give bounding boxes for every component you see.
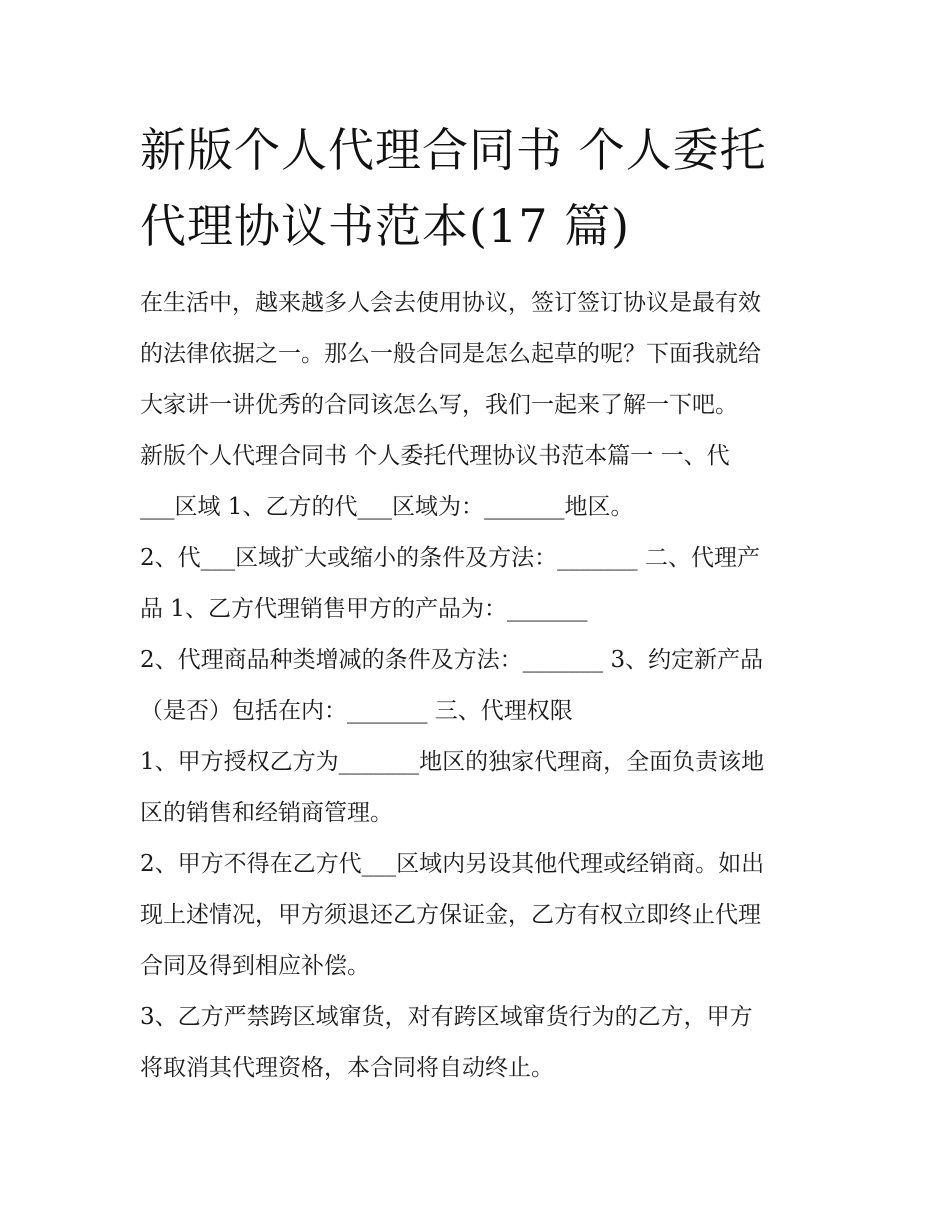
body-line: 区的销售和经销商管理。 [140,800,393,826]
body-line: 1、甲方授权乙方为_______地区的独家代理商，全面负责该地 [140,749,765,775]
body-line: 2、代理商品种类增减的条件及方法：_______ 3、约定新产品 [140,647,764,673]
body-line: 合同及得到相应补偿。 [140,953,370,979]
body-line: 3、乙方严禁跨区域窜货，对有跨区域窜货行为的乙方，甲方 [140,1004,753,1030]
body-line: 品 1、乙方代理销售甲方的产品为：_______ [140,596,588,622]
body-line: 将取消其代理资格，本合同将自动终止。 [140,1055,554,1081]
document-title [140,112,820,264]
body-line: 现上述情况，甲方须退还乙方保证金，乙方有权立即终止代理 [140,902,761,928]
body-line: 2、代___区域扩大或缩小的条件及方法：_______ 二、代理产 [140,545,760,571]
body-line: 新版个人代理合同书 个人委托代理协议书范本篇一 一、代 [140,443,730,469]
body-line: （是否）包括在内：_______ 三、代理权限 [140,698,573,724]
body-line: 大家讲一讲优秀的合同该怎么写，我们一起来了解一下吧。 [140,392,738,418]
body-line: 的法律依据之一。那么一般合同是怎么起草的呢？下面我就给 [140,341,761,367]
body-line: 2、甲方不得在乙方代___区域内另设其他代理或经销商。如出 [140,851,765,877]
title-line: 代理协议书范本(17 篇) [140,199,631,253]
title-line: 新版个人代理合同书 个人委托 [140,123,767,177]
body-line: 在生活中，越来越多人会去使用协议，签订签订协议是最有效 [140,290,761,316]
body-line: ___区域 1、乙方的代___区域为：_______地区。 [140,494,634,520]
document-body [140,278,820,1094]
